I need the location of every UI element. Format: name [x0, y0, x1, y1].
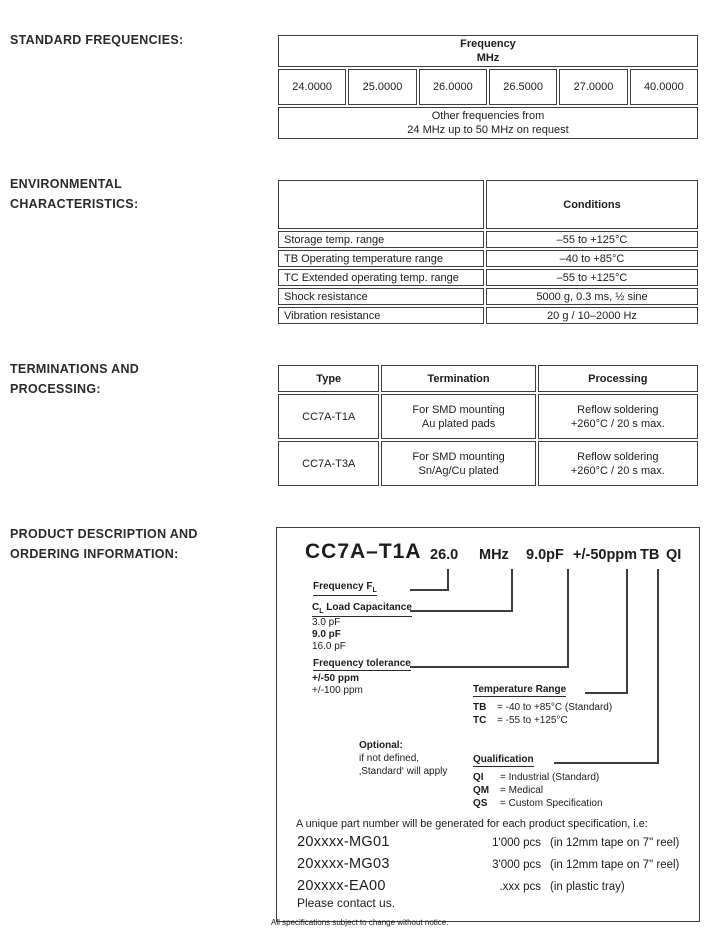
connector-line-tolerance	[567, 569, 569, 668]
termination-header-cell: Termination	[381, 365, 535, 392]
qual-code: QI	[473, 772, 484, 783]
termination-line1: For SMD mounting	[412, 450, 505, 463]
example-model-code: CC7A–T1A	[305, 540, 422, 563]
frequency-table-header-row	[278, 35, 698, 67]
capacitance-option-selected: 9.0 pF	[312, 629, 341, 640]
specifications-footnote: All specifications subject to change without notice.	[271, 918, 449, 927]
part-number-row	[297, 834, 679, 850]
frequency-tolerance-field-label: Frequency tolerance	[313, 658, 411, 669]
optional-note-line2: if not defined,	[359, 753, 420, 764]
part-number-row	[297, 878, 625, 894]
environmental-row	[278, 250, 698, 267]
env-row-label: Shock resistance	[278, 288, 484, 305]
frequency-value-cell: 40.0000	[630, 69, 698, 105]
env-row-value: –40 to +85°C	[486, 250, 698, 267]
qual-code: QM	[473, 785, 490, 796]
type-cell: CC7A-T1A	[278, 394, 379, 439]
frequency-value-cell: 24.0000	[278, 69, 346, 105]
part-packaging: (in 12mm tape on 7" reel)	[550, 837, 680, 849]
env-row-label: TC Extended operating temp. range	[278, 269, 484, 286]
environmental-heading-line1: ENVIRONMENTAL	[10, 177, 122, 191]
ordering-heading-line2: ORDERING INFORMATION:	[10, 547, 179, 561]
connector-line-temperature	[585, 692, 628, 694]
environmental-header-empty-cell	[278, 180, 484, 229]
capacitance-option: 16.0 pF	[312, 641, 346, 652]
type-header-cell: Type	[278, 365, 379, 392]
environmental-row	[278, 307, 698, 324]
connector-line-capacitance	[410, 610, 513, 612]
environmental-header-row	[278, 180, 698, 229]
env-row-label: TB Operating temperature range	[278, 250, 484, 267]
terminations-heading-line2: PROCESSING:	[10, 382, 101, 396]
capacitance-label-rest: Load Capacitance	[323, 602, 412, 613]
frequency-footer-line2: 24 MHz up to 50 MHz on request	[407, 124, 569, 136]
capacitance-option: 3.0 pF	[312, 617, 341, 628]
temp-code: TC	[473, 715, 487, 726]
type-cell: CC7A-T3A	[278, 441, 379, 486]
optional-note-line1: Optional:	[359, 740, 403, 751]
part-number: 20xxxx-EA00	[297, 878, 386, 894]
environmental-table	[276, 178, 700, 326]
tolerance-option-selected: +/-50 ppm	[312, 673, 359, 684]
processing-line2: +260°C / 20 s max.	[570, 464, 665, 477]
frequency-value-cell: 25.0000	[348, 69, 416, 105]
frequency-header-line1: Frequency	[460, 38, 516, 50]
connector-line-capacitance	[511, 569, 513, 612]
terminations-table	[276, 363, 700, 488]
frequency-footer-line1: Other frequencies from	[431, 110, 545, 122]
env-row-value: 20 g / 10–2000 Hz	[486, 307, 698, 324]
qual-desc: = Industrial (Standard)	[500, 772, 600, 783]
env-row-value: 5000 g, 0.3 ms, ½ sine	[486, 288, 698, 305]
termination-cell	[381, 441, 535, 486]
env-row-label: Storage temp. range	[278, 231, 484, 248]
optional-note	[359, 739, 447, 778]
env-row-label: Vibration resistance	[278, 307, 484, 324]
frequency-header-line2: MHz	[476, 52, 500, 64]
environmental-heading-line2: CHARACTERISTICS:	[10, 197, 139, 211]
environmental-row	[278, 288, 698, 305]
part-number: 20xxxx-MG01	[297, 834, 390, 850]
frequency-value-cell: 26.0000	[419, 69, 487, 105]
termination-line2: Au plated pads	[421, 417, 496, 430]
part-quantity: .xxx pcs	[499, 881, 541, 893]
frequency-value-cell: 27.0000	[559, 69, 627, 105]
frequency-value-cell: 26.5000	[489, 69, 557, 105]
temperature-range-field-label: Temperature Range	[473, 684, 567, 695]
processing-line2: +260°C / 20 s max.	[570, 417, 665, 430]
env-row-value: –55 to +125°C	[486, 269, 698, 286]
part-packaging: (in 12mm tape on 7" reel)	[550, 859, 680, 871]
part-packaging: (in plastic tray)	[550, 881, 625, 893]
frequency-table-header-cell	[278, 35, 698, 67]
processing-line1: Reflow soldering	[577, 450, 659, 463]
optional-note-line3: ‚Standard‘ will apply	[359, 766, 448, 777]
ordering-heading-line1: PRODUCT DESCRIPTION AND	[10, 527, 198, 541]
frequency-label-subscript: L	[372, 587, 377, 594]
example-load-capacitance: 9.0pF	[526, 547, 564, 563]
connector-line-qualification	[554, 762, 659, 764]
terminations-heading-line1: TERMINATIONS AND	[10, 362, 140, 376]
conditions-header-cell: Conditions	[486, 180, 698, 229]
frequency-table	[276, 33, 700, 141]
temperature-range-option	[473, 701, 612, 714]
part-number-row	[297, 856, 679, 872]
load-capacitance-field-label	[312, 602, 412, 617]
ordering-heading	[10, 524, 198, 564]
processing-cell	[538, 441, 698, 486]
environmental-heading	[10, 174, 138, 214]
qualification-field-label: Qualification	[473, 754, 534, 765]
frequency-field-label	[313, 581, 377, 596]
part-quantity: 3'000 pcs	[492, 859, 541, 871]
example-qualification-code: QI	[666, 547, 682, 563]
capacitance-label-prefix: C	[312, 602, 320, 613]
terminations-row	[278, 441, 698, 486]
unique-part-number-note: A unique part number will be generated for each product specification, i.e:	[296, 818, 648, 830]
environmental-row	[278, 269, 698, 286]
connector-line-temperature	[626, 569, 628, 694]
frequency-table-footer-row	[278, 107, 698, 139]
qualification-option	[473, 771, 599, 784]
processing-cell	[538, 394, 698, 439]
terminations-row	[278, 394, 698, 439]
terminations-heading	[10, 359, 139, 399]
frequency-label-text: Frequency F	[313, 581, 373, 592]
qualification-option	[473, 784, 543, 797]
environmental-row	[278, 231, 698, 248]
qual-desc: = Custom Specification	[500, 798, 603, 809]
frequency-values-row	[278, 69, 698, 105]
ordering-information-box	[276, 527, 700, 922]
example-frequency-value: 26.0	[430, 547, 459, 563]
connector-line-qualification	[657, 569, 659, 764]
processing-header-cell: Processing	[538, 365, 698, 392]
qual-code: QS	[473, 798, 488, 809]
connector-line-frequency	[410, 589, 449, 591]
connector-line-tolerance	[410, 666, 569, 668]
connector-line-frequency	[447, 569, 449, 591]
frequency-table-footer-cell	[278, 107, 698, 139]
env-row-value: –55 to +125°C	[486, 231, 698, 248]
part-quantity: 1'000 pcs	[492, 837, 541, 849]
tolerance-option: +/-100 ppm	[312, 685, 363, 696]
qual-desc: = Medical	[500, 785, 544, 796]
temperature-range-option	[473, 714, 568, 727]
termination-line1: For SMD mounting	[412, 403, 505, 416]
example-temp-range-code: TB	[640, 547, 660, 563]
capacitance-label-subscript: L	[319, 608, 324, 615]
contact-note: Please contact us.	[297, 896, 396, 910]
processing-line1: Reflow soldering	[577, 403, 659, 416]
part-number: 20xxxx-MG03	[297, 856, 390, 872]
example-tolerance: +/-50ppm	[573, 547, 638, 563]
standard-frequencies-heading: STANDARD FREQUENCIES:	[10, 33, 184, 47]
qualification-option	[473, 797, 603, 810]
temp-desc: = -40 to +85°C (Standard)	[497, 702, 613, 713]
termination-line2: Sn/Ag/Cu plated	[418, 464, 499, 477]
example-frequency-unit: MHz	[479, 547, 509, 563]
terminations-header-row	[278, 365, 698, 392]
temp-code: TB	[473, 702, 487, 713]
temp-desc: = -55 to +125°C	[497, 715, 568, 726]
termination-cell	[381, 394, 535, 439]
